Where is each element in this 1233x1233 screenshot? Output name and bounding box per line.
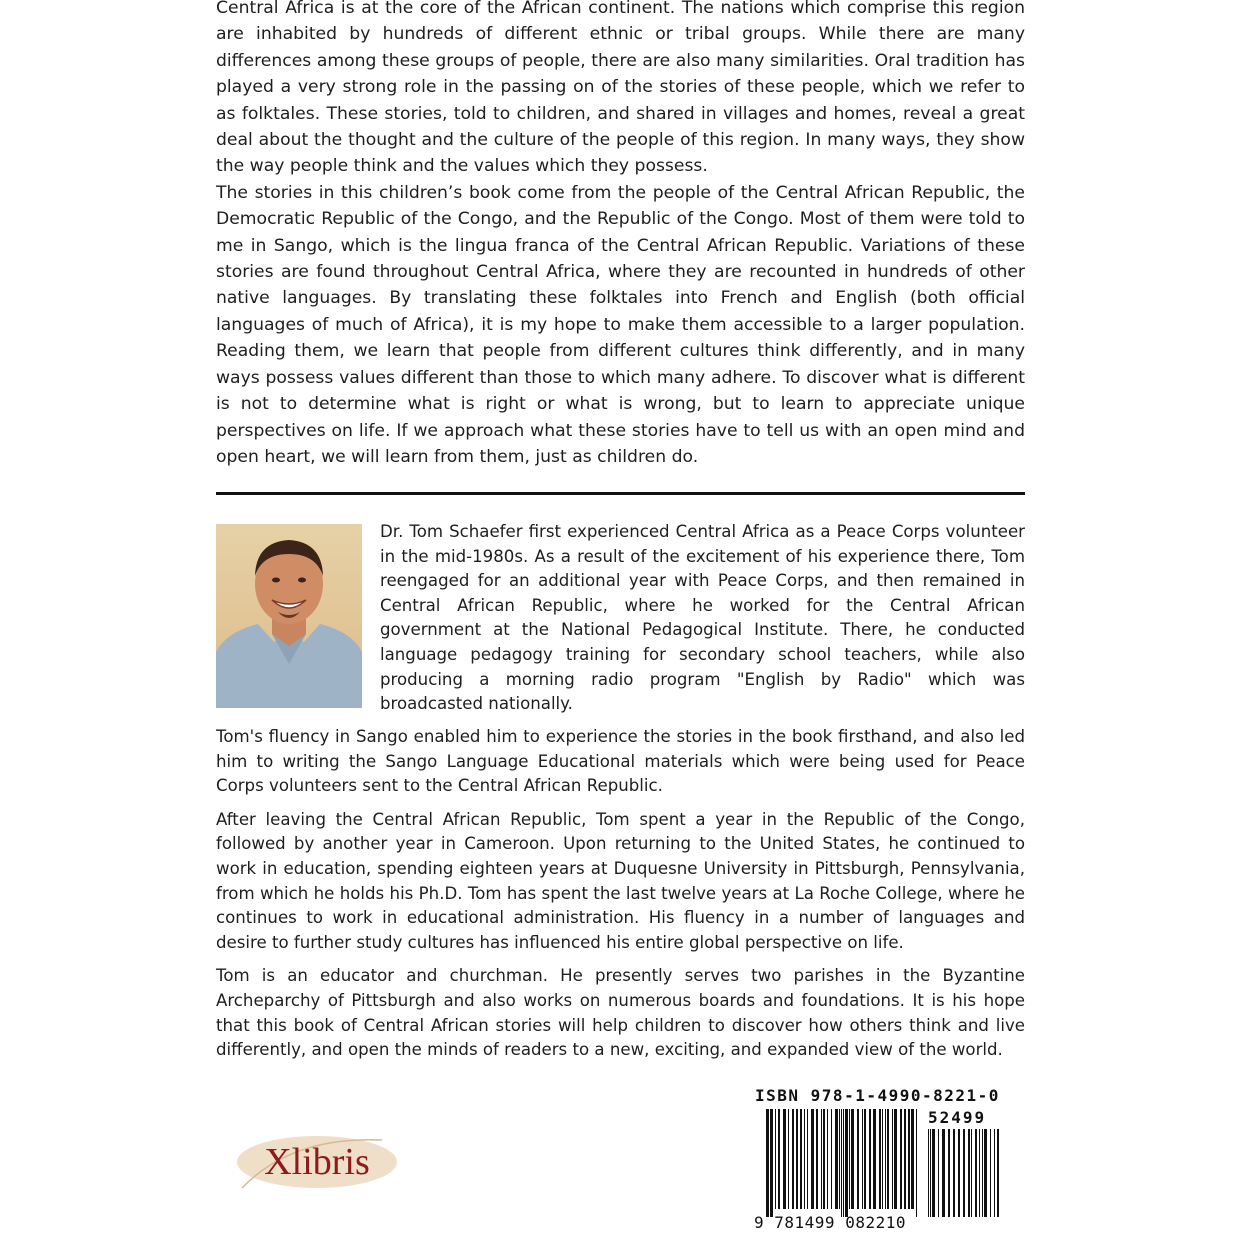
author-portrait-icon: [216, 524, 362, 708]
intro-paragraph-2: The stories in this children’s book come from the people of the Central African Republic, the Democratic Republic of the Congo, and the Republic of the Congo. Most of them were told to me in Sango, which is the lingua franca of the Central African Republic. Variations of these stories are found throughout Central Africa, where they are recounted in hundreds of other native languages. By translating these folktales into French and English (both official languages of much of Africa), it is my hope to make them accessible to a larger population. Reading them, we learn that people from different cultures think differently, and in many ways possess values different than those to which many adhere. To discover what is different is not to determine what is right or what is wrong, but to learn to appreciate unique perspectives on life. If we approach what these stories have to tell us with an open mind and open heart, we will learn from them, just as children do.: [216, 182, 1025, 467]
intro-paragraph-1: Central Africa is at the core of the African continent. The nations which comprise this region are inhabited by hundreds of different ethnic or tribal groups. While there are many differences among these groups of people, there are also many similarities. Oral tradition has played a very strong role in the passing on of the stories of these people, which we refer to as folktales. These stories, told to children, and shared in villages and homes, reveal a great deal about the thought and the culture of the people of this region. In many ways, they show the way people think and the values which they possess.: [216, 0, 1025, 177]
author-photo: [216, 524, 362, 708]
section-divider: [216, 492, 1025, 495]
barcode-bars-main: [766, 1109, 917, 1217]
xlibris-logo: [232, 1128, 402, 1196]
bio-paragraph-1: Dr. Tom Schaefer first experienced Central Africa as a Peace Corps volunteer in the mid-1980s. As a result of the excitement of his experience there, Tom reengaged for an additional year with Peace Corps, and then remained in Central African Republic, where he worked for the Central African government at the National Pedagogical Institute. There, he conducted language pedagogy training for secondary school teachers, while also producing a morning radio program "English by Radio" which was broadcasted nationally.: [380, 522, 1025, 714]
bio-paragraph-3: After leaving the Central African Republic, Tom spent a year in the Republic of the Congo, followed by another year in Cameroon. Upon returning to the United States, he continued to work in education, spending eighteen years at Duquesne University in Pittsburgh, Pennsylvania, from which he holds his Ph.D. Tom has spent the last twelve years at La Roche College, where he continues to work in educational administration. His fluency in a number of languages and desire to further study cultures has influenced his entire global perspective on life.: [216, 809, 1025, 952]
bio-paragraph-4: Tom is an educator and churchman. He presently serves two parishes in the Byzantine Archeparchy of Pittsburgh and also works on numerous boards and foundations. It is his hope that this book of Central African stories will help children to discover how others think and live differently, and open the minds of readers to a new, exciting, and expanded view of the world.: [216, 966, 1025, 1060]
price-code: 52499: [928, 1108, 987, 1127]
barcode: [752, 1105, 1008, 1233]
xlibris-logo-icon: [232, 1128, 402, 1196]
barcode-digits: 9 781499 082210: [754, 1213, 906, 1232]
publisher-name: Xlibris: [264, 1141, 370, 1183]
bio-text: [216, 725, 1025, 1072]
intro-text: [216, 0, 1025, 470]
bio-paragraph-2: Tom's fluency in Sango enabled him to experience the stories in the book firsthand, and also led him to writing the Sango Language Educational materials which were being used for Peace Corps volunteers sent to the Central African Republic.: [216, 727, 1025, 796]
isbn-label: ISBN 978-1-4990-8221-0: [755, 1086, 1000, 1105]
